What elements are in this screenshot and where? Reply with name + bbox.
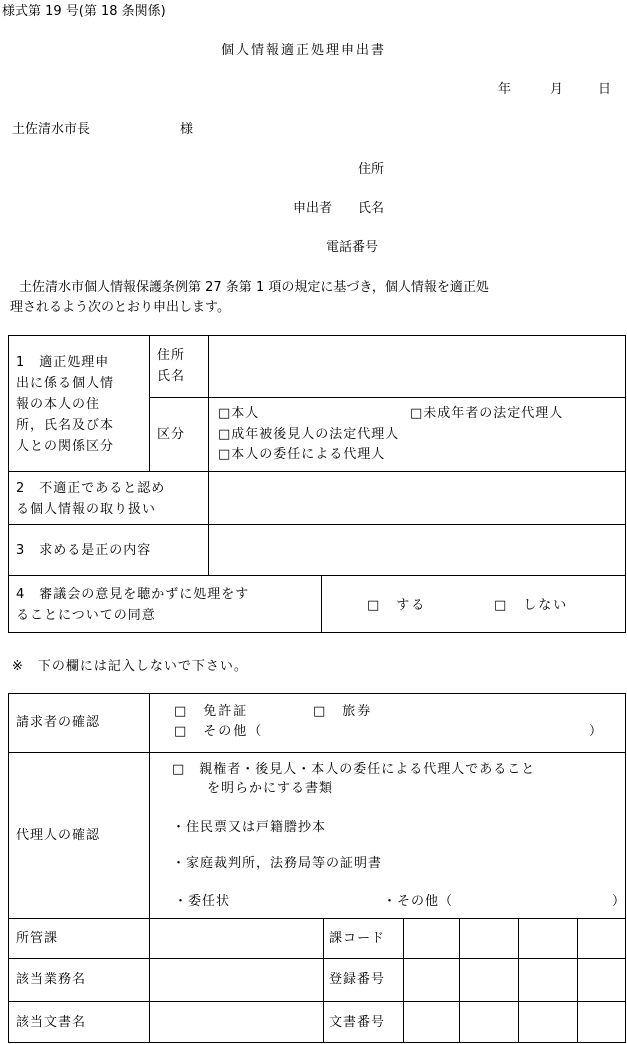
other-close-paren: ）: [589, 724, 604, 739]
business-name-label: 該当業務名: [16, 972, 87, 987]
addressee-honorific: 様: [180, 122, 194, 137]
option-delegated-agent[interactable]: □本人の委任による代理人: [218, 447, 386, 462]
court-certificate-item: ・家庭裁判所，法務局等の証明書: [172, 856, 383, 871]
agent-document-checkbox[interactable]: □ 親権者・後見人・本人の委任による代理人であること: [172, 762, 536, 777]
date-year-label: 年: [498, 82, 512, 97]
agent-document-line2: を明らかにする書類: [207, 781, 334, 796]
row3-label: 3 求める是正の内容: [16, 543, 152, 558]
consent-no-checkbox[interactable]: □ しない: [494, 598, 569, 613]
row4-label: 4 審議会の意見を聴かずに処理をす ることについての同意: [16, 587, 250, 623]
option-self[interactable]: □本人: [218, 406, 260, 421]
agent-other-close-paren: ）: [612, 894, 627, 909]
row1-label: 1 適正処理申 出に係る個人情 報の本人の住 所，氏名及び本 人との関係区分: [16, 355, 115, 454]
intro-line-2: 理されるよう次のとおり申出します。: [10, 300, 230, 315]
document-number-label: 文書番号: [329, 1015, 386, 1030]
department-code-label: 課コード: [329, 931, 386, 946]
license-checkbox[interactable]: □ 免許証: [174, 704, 249, 719]
form-number: 様式第 19 号(第 18 条関係): [2, 4, 166, 19]
page-title: 個人情報適正処理申出書: [221, 43, 387, 58]
agent-other-item: ・その他（: [383, 894, 454, 909]
other-checkbox[interactable]: □ その他（: [174, 724, 264, 739]
addressee-name: 土佐清水市長: [12, 122, 91, 137]
date-day-label: 日: [598, 82, 612, 97]
date-month-label: 月: [550, 82, 564, 97]
option-minor-legal-agent[interactable]: □未成年者の法定代理人: [410, 406, 564, 421]
document-name-label: 該当文書名: [16, 1015, 87, 1030]
row2-label: 2 不適正であると認め る個人情報の取り扱い: [16, 481, 166, 517]
passport-checkbox[interactable]: □ 旅券: [313, 704, 373, 719]
office-use-note: ※ 下の欄には記入しないで下さい。: [12, 659, 248, 674]
applicant-label: 申出者: [293, 201, 333, 216]
power-of-attorney-item: ・委任状: [174, 894, 231, 909]
name-label: 氏名: [358, 201, 385, 216]
department-label: 所管課: [16, 931, 59, 946]
consent-yes-checkbox[interactable]: □ する: [367, 598, 427, 613]
address-label: 住所: [358, 162, 385, 177]
intro-line-1: 土佐清水市個人情報保護条例第 27 条第 1 項の規定に基づき，個人情報を適正処: [19, 280, 489, 295]
resident-record-item: ・住民票又は戸籍謄抄本: [172, 820, 327, 835]
phone-label: 電話番号: [326, 240, 379, 255]
agent-check-label: 代理人の確認: [16, 828, 101, 843]
option-adult-ward-legal-agent[interactable]: □成年被後見人の法定代理人: [218, 427, 400, 442]
requester-check-label: 請求者の確認: [16, 715, 101, 730]
registration-number-label: 登録番号: [329, 972, 386, 987]
category-label: 区分: [157, 427, 186, 442]
address-name-label: 住所 氏名: [157, 348, 186, 384]
